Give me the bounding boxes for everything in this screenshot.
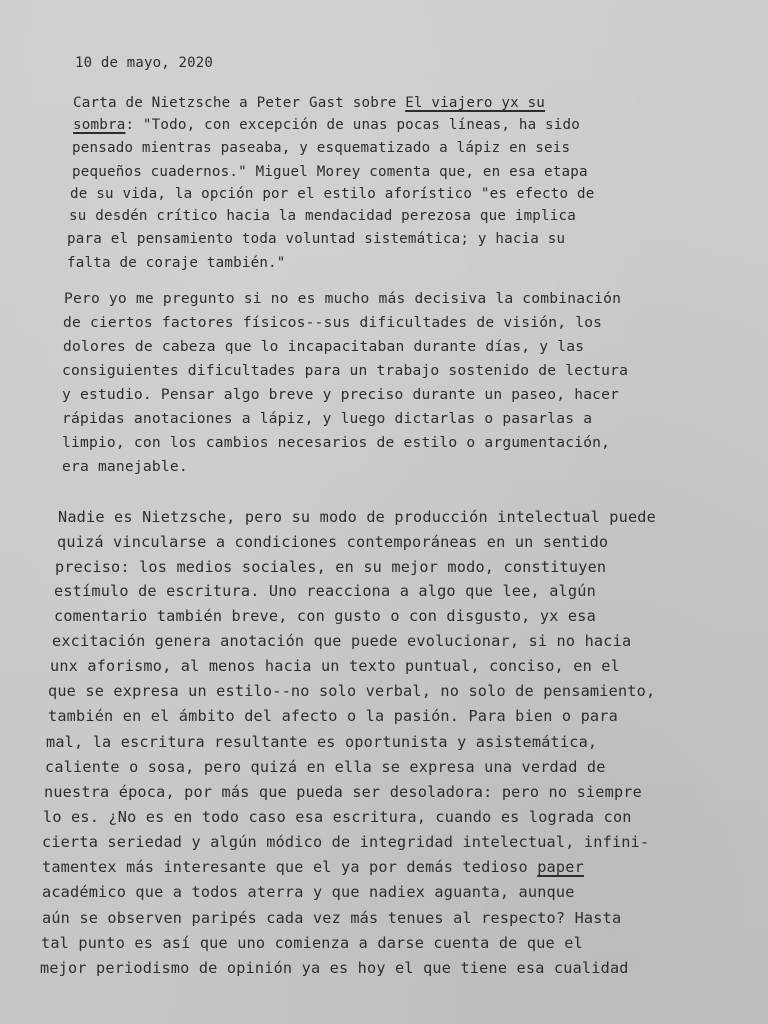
text-segment: Nadie es Nietzsche, pero su modo de producción intelectual puede	[58, 508, 656, 526]
text-line	[46, 733, 597, 751]
text-segment: estímulo de escritura. Uno reacciona a algo que lee, algún	[54, 582, 596, 600]
text-line	[48, 707, 618, 725]
text-line	[70, 186, 595, 202]
text-line	[50, 657, 620, 675]
text-segment: preciso: los medios sociales, en su mejor modo, constituyen	[55, 558, 607, 576]
text-segment: para el pensamiento toda voluntad sistemática; y hacia su	[67, 231, 566, 247]
text-segment: excitación genera anotación que puede evolucionar, si no hacia	[52, 632, 632, 650]
text-line: de ciertos factores físicos--sus dificultades de visión, los	[63, 314, 603, 331]
text-line: limpio, con los cambios necesarios de estilo o argumentación,	[62, 434, 611, 451]
text-segment: : "Todo, con excepción de unas pocas líneas, ha sido	[125, 117, 581, 133]
text-segment: aún se observen paripés cada vez más tenues al respecto? Hasta	[42, 909, 622, 927]
text-line	[42, 858, 584, 876]
text-line: Pero yo me pregunto si no es mucho más decisiva la combinación	[64, 290, 622, 307]
text-line: dolores de cabeza que lo incapacitaban durante días, y las	[63, 338, 585, 355]
text-line: rápidas anotaciones a lápiz, y luego dictarlas o pasarlas a	[62, 410, 593, 427]
underlined-title: El viajero yx su	[405, 95, 546, 111]
text-line: consiguientes dificultades para un trabajo sostenido de lectura	[62, 362, 629, 379]
text-line	[67, 255, 286, 271]
text-segment: mejor periodismo de opinión ya es hoy el que tiene esa cualidad	[40, 959, 629, 977]
text-segment: tal punto es así que uno comienza a darse cuenta de que el	[41, 934, 583, 952]
text-segment: de su vida, la opción por el estilo aforístico "es efecto de	[70, 186, 595, 202]
text-segment: falta de coraje también."	[67, 255, 286, 271]
text-segment: su desdén crítico hacia la mendacidad perezosa que implica	[69, 208, 577, 224]
date-line: 10 de mayo, 2020	[75, 55, 214, 71]
text-line	[58, 508, 656, 526]
text-segment: unx aforismo, al menos hacia un texto puntual, conciso, en el	[50, 657, 620, 675]
text-line	[69, 208, 576, 224]
text-segment: cierta seriedad y algún módico de integridad intelectual, infini-	[42, 833, 650, 851]
text-segment: comentario también breve, con gusto o con disgusto, yx esa	[54, 607, 596, 625]
text-segment: pensado mientras paseaba, y esquematizado a lápiz en seis	[72, 140, 571, 156]
text-segment: pequeños cuadernos." Miguel Morey comenta que, en esa etapa	[72, 164, 588, 180]
text-line	[72, 164, 588, 180]
text-line	[57, 533, 608, 551]
text-line	[55, 558, 606, 576]
text-segment: lo es. ¿No es en todo caso esa escritura, cuando es lograda con	[43, 808, 632, 826]
text-line	[54, 607, 596, 625]
text-segment: también en el ámbito del afecto o la pasión. Para bien o para	[48, 707, 618, 725]
text-segment: nuestra época, por más que pueda ser desoladora: pero no siempre	[44, 783, 642, 801]
text-line	[54, 582, 596, 600]
underlined-title: sombra	[73, 117, 126, 133]
text-line	[42, 883, 575, 901]
text-line	[73, 117, 580, 133]
text-line	[72, 140, 570, 156]
text-line	[42, 909, 621, 927]
underlined-title: paper	[537, 858, 584, 876]
text-segment: académico que a todos aterra y que nadiex aguanta, aunque	[42, 883, 575, 901]
text-line	[73, 95, 545, 111]
text-line	[52, 632, 631, 650]
text-line	[44, 783, 642, 801]
text-segment: quizá vincularse a condiciones contemporáneas en un sentido	[57, 533, 609, 551]
text-line	[48, 682, 655, 700]
text-segment: Carta de Nietzsche a Peter Gast sobre	[73, 95, 406, 111]
text-line	[42, 833, 649, 851]
text-line	[67, 231, 565, 247]
text-line: era manejable.	[62, 458, 188, 475]
text-segment: mal, la escritura resultante es oportunista y asistemática,	[46, 733, 598, 751]
text-segment: que se expresa un estilo--no solo verbal, no solo de pensamiento,	[48, 682, 656, 700]
text-line: y estudio. Pensar algo breve y preciso durante un paseo, hacer	[62, 386, 620, 403]
text-segment: tamentex más interesante que el ya por demás tedioso	[42, 858, 538, 876]
text-line	[40, 959, 629, 977]
text-line	[43, 808, 632, 826]
text-line	[41, 934, 583, 952]
text-segment: caliente o sosa, pero quizá en ella se expresa una verdad de	[45, 758, 606, 776]
text-line	[45, 758, 606, 776]
